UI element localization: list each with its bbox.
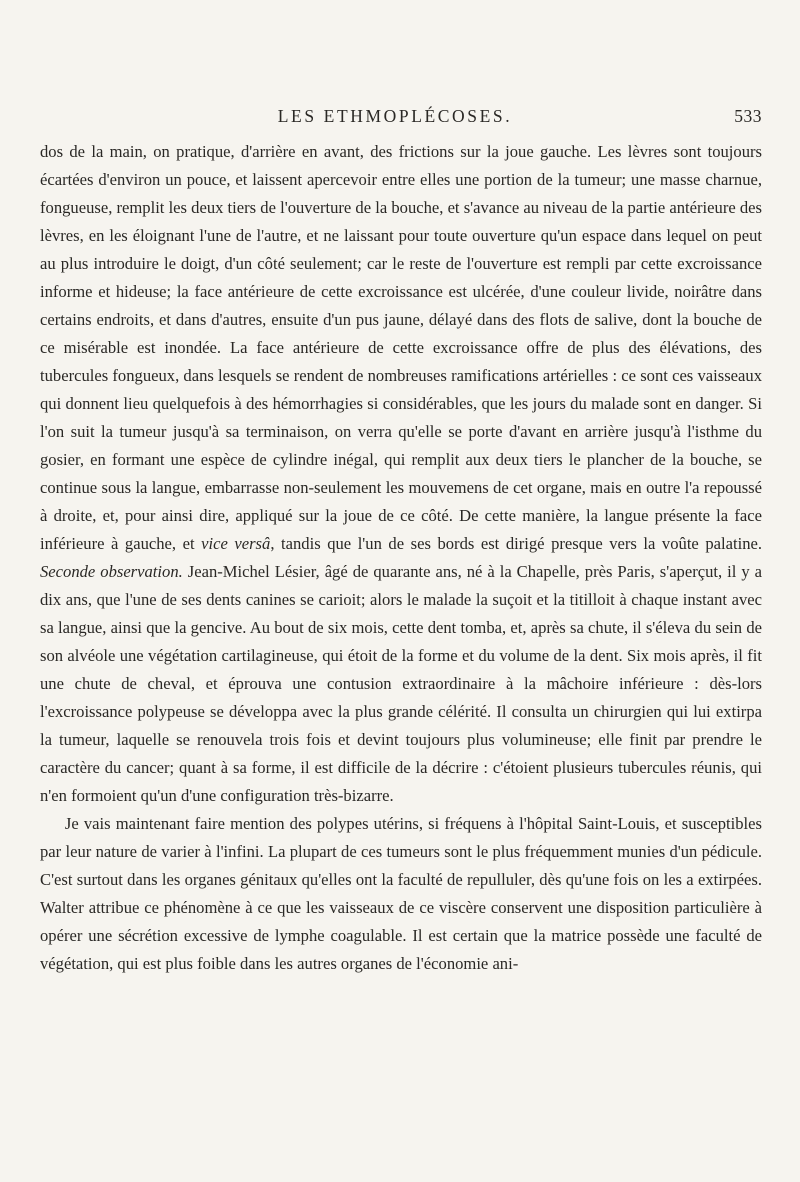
running-title: LES ETHMOPLÉCOSES. bbox=[277, 106, 513, 126]
running-head bbox=[0, 106, 800, 132]
paragraph-text: , tandis que l'un de ses bords est dirigé presque vers la voûte palatine. bbox=[270, 534, 762, 553]
paragraph-uterine-polyps: Je vais maintenant faire mention des polypes utérins, si fréquens à l'hôpital Saint-Louis, et susceptibles par leur nature de varier à l'infini. La plupart de ces tumeurs sont le plus fréquemment munies d'un pédicule. C'est surtout dans les organes génitaux qu'elles ont la faculté de repulluler, dès qu'une fois on les a extirpées. Walter attribue ce phénomène à ce que les vaisseaux de ce viscère conservent une disposition particulière à opérer une sécrétion excessive de lymphe coagulable. Il est certain que la matrice possède une faculté de végétation, qui est plus foible dans les autres organes de l'économie ani- bbox=[40, 814, 762, 973]
body-text bbox=[40, 138, 762, 978]
paragraph-text: Jean-Michel Lésier, âgé de quarante ans, né à la Chapelle, près Paris, s'aperçut, il y a dix ans, que l'une de ses dents canines se carioit; alors le malade la suçoit et la titilloit à chaque instant avec sa langue, ainsi que la gencive. Au bout de six mois, cette dent tomba, et, après sa chute, il s'éleva du sein de son alvéole une végétation cartilagineuse, qui étoit de la forme et du volume de la dent. Six mois après, il fit une chute de cheval, et éprouva une contusion extraordinaire à la mâchoire inférieure : dès-lors l'excroissance polypeuse se développa avec la plus grande célérité. Il consulta un chirurgien qui lui extirpa la tumeur, laquelle se renouvela trois fois et devint toujours plus volumineuse; elle finit par prendre le caractère du cancer; quant à sa forme, il est difficile de la décrire : c'étoient plusieurs tubercules réunis, qui n'en formoient qu'un d'une configuration très-bizarre. bbox=[40, 562, 763, 805]
italic-heading-second-observation: Seconde observation. bbox=[40, 562, 183, 581]
page-number: 533 bbox=[734, 106, 762, 126]
paragraph-text: dos de la main, on pratique, d'arrière en avant, des frictions sur la joue gauche. Les lèvres sont toujours écartées d'environ un pouce, et laissent apercevoir entre elles une portion de la tumeur; une masse charnue, fongueuse, remplit les deux tiers de l'ouverture de la bouche, et s'avance au niveau de la partie antérieure des lèvres, en les éloignant l'une de l'autre, et ne laissant pour toute ouverture qu'un espace dans lequel on peut au plus introduire le doigt, d'un côté seulement; car le reste de l'ouverture est rempli par cette excroissance informe et hideuse; la face antérieure de cette excroissance est ulcérée, d'une couleur livide, noirâtre dans certains endroits, et dans d'autres, ensuite d'un pus jaune, délayé dans des flots de salive, dont la bouche de ce misérable est inondée. La face antérieure de cette excroissance offre de plus des élévations, des tubercules fongueux, dans lesquels se rendent de nombreuses ramifications artérielles : ce sont ces vaisseaux qui donnent lieu quelquefois à des hémorrhagies si considérables, que les jours du malade sont en danger. Si l'on suit la tumeur jusqu'à sa terminaison, on verra qu'elle se porte d'avant en arrière jusqu'à l'isthme du gosier, en formant une espèce de cylindre inégal, qui remplit aux deux tiers le plancher de la bouche, se continue sous la langue, embarrasse non-seulement les mouvemens de cet organe, mais en outre l'a repoussé à droite, et, pour ainsi dire, appliqué sur la joue de ce côté. De cette manière, la langue présente la face inférieure à gauche, et bbox=[40, 142, 762, 553]
italic-phrase-vice-versa: vice versâ bbox=[201, 534, 271, 553]
paragraph-continued bbox=[40, 138, 762, 810]
